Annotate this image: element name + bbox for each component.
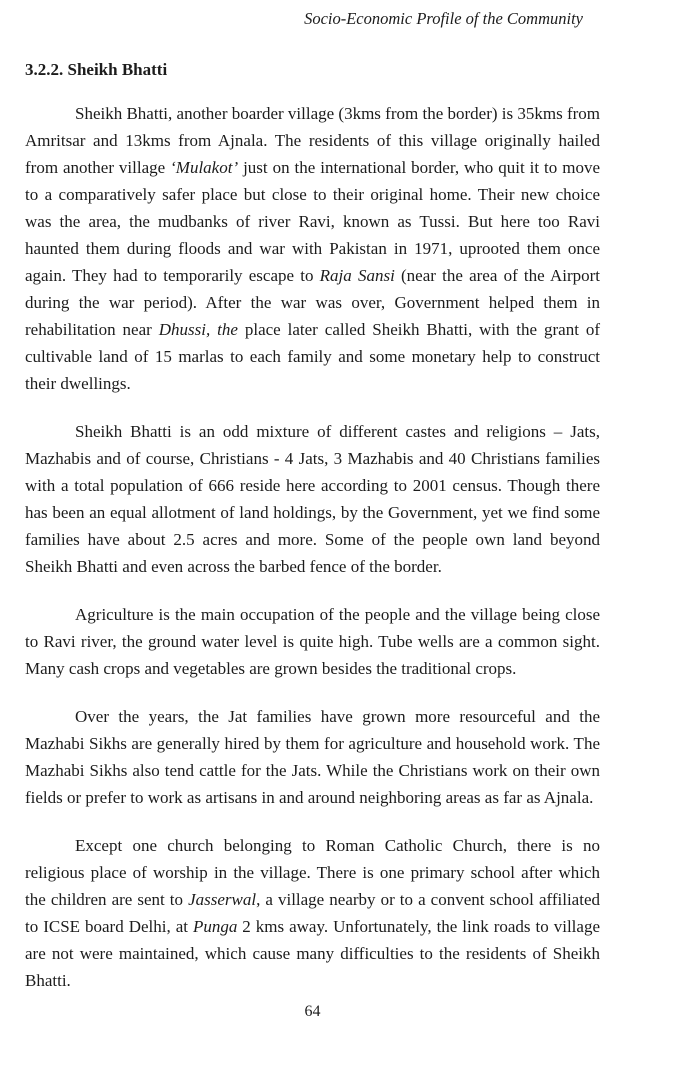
italic-run: Punga [192,917,238,936]
paragraph: Except one church belonging to Roman Catholic Church, there is no religious place of worship in the village. There is one primary school after which the children are sent to Jasserwal, a village nearby or to a convent school affiliated to ICSE board Delhi, at Punga 2 kms away. Unfortunately, the link roads to village are not were maintained, which cause many difficulties to the residents of Sheikh Bhatti. [25,836,600,990]
paragraph: Agriculture is the main occupation of the people and the village being close to Ravi river, the ground water level is quite high. Tube wells are a common sight. Many cash crops and vegetables are grown besides the traditional crops. [25,605,600,678]
paragraph: Sheikh Bhatti, another boarder village (3kms from the border) is 35kms from Amritsar and 13kms from Ajnala. The residents of this village originally hailed from another village ‘Mulakot’ just on the international border, who quit it to move to a comparatively safer place but close to their original home. Their new choice was the area, the mudbanks of river Ravi, known as Tussi. But here too Ravi haunted them during floods and war with Pakistan in 1971, uprooted them once again. They had to temporarily escape to Raja Sansi (near the area of the Airport during the war period). After the war was over, Government helped them in rehabilitation near Dhussi, the place later called Sheikh Bhatti, with the grant of cultivable land of 15 marlas to each family and some monetary help to construct their dwellings. [25,104,601,393]
body-text [25,100,600,994]
italic-run: Jasserwal [188,890,257,909]
italic-run: Dhussi, the [158,320,238,339]
italic-run: ‘Mulakot’ [170,158,239,177]
paragraph: Sheikh Bhatti is an odd mixture of different castes and religions – Jats, Mazhabis and of course, Christians - 4 Jats, 3 Mazhabis and 40 Christians families with a total population of 666 reside here according to 2001 census. Though there has been an equal allotment of land holdings, by the Government, yet we find some families have about 2.5 acres and more. Some of the people own land beyond Sheikh Bhatti and even across the barbed fence of the border. [25,422,600,576]
section-heading: 3.2.2. Sheikh Bhatti [25,60,168,79]
italic-run: Raja Sansi [319,266,395,285]
page-number: 64 [304,1003,321,1020]
paragraph: Over the years, the Jat families have grown more resourceful and the Mazhabi Sikhs are generally hired by them for agriculture and household work. The Mazhabi Sikhs also tend cattle for the Jats. While the Christians work on their own fields or prefer to work as artisans in and around neighboring areas as far as Ajnala. [25,707,600,807]
running-header: Socio-Economic Profile of the Community [304,9,583,28]
